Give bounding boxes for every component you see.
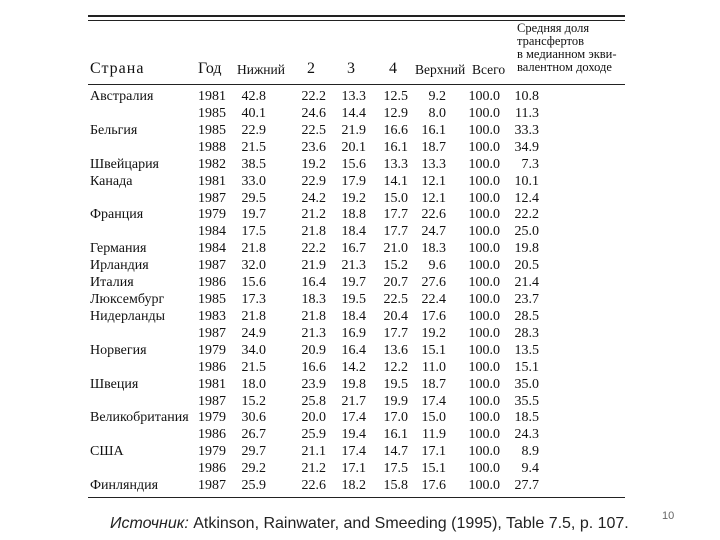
cell-q4: 20.7 [383,275,408,291]
cell-q4: 15.8 [383,478,408,494]
cell-q4: 12.9 [383,105,408,121]
cell-country: Канада [90,173,133,189]
cell-total: 100.0 [468,325,500,341]
cell-upper: 11.9 [422,427,446,443]
cell-q2: 22.2 [301,89,326,104]
cell-total: 100.0 [468,478,500,494]
cell-q2: 21.1 [301,444,326,460]
table-row [0,140,720,157]
cell-upper: 9.2 [428,89,446,104]
cell-year: 1988 [198,139,226,155]
cell-q2: 22.5 [301,122,326,138]
cell-lower: 32.0 [241,258,266,274]
cell-q3: 19.7 [341,275,366,291]
cell-q2: 21.9 [301,258,326,274]
cell-total: 100.0 [468,156,500,172]
cell-year: 1986 [198,359,226,375]
cell-q3: 18.4 [341,224,366,240]
cell-year: 1987 [198,325,226,341]
cell-q4: 16.1 [383,139,408,155]
cell-q4: 17.5 [383,461,408,477]
cell-transfer-share: 28.3 [514,325,539,341]
cell-total: 100.0 [468,89,500,104]
cell-upper: 9.6 [428,258,446,274]
cell-q4: 20.4 [383,308,408,324]
cell-transfer-share: 12.4 [514,190,539,206]
cell-year: 1984 [198,241,226,257]
cell-country: Италия [90,275,134,291]
cell-total: 100.0 [468,207,500,223]
header-year: Год [198,60,222,77]
cell-upper: 15.1 [421,461,446,477]
cell-transfer-share: 10.1 [514,173,539,189]
table-row [0,427,720,444]
cell-upper: 17.4 [421,393,446,409]
cell-lower: 38.5 [241,156,266,172]
cell-lower: 30.6 [241,410,266,426]
cell-upper: 19.2 [421,325,446,341]
cell-q4: 14.1 [383,173,408,189]
cell-total: 100.0 [468,122,500,138]
header-transfer-share-line: Средняя доля [517,21,590,35]
cell-year: 1979 [198,410,226,426]
cell-transfer-share: 8.9 [521,444,539,460]
cell-q3: 17.9 [341,173,366,189]
cell-total: 100.0 [468,139,500,155]
cell-q3: 16.7 [341,241,366,257]
cell-total: 100.0 [468,444,500,460]
cell-year: 1979 [198,207,226,223]
cell-lower: 29.2 [241,461,266,477]
table-row [0,123,720,140]
cell-q2: 24.2 [301,190,326,206]
cell-transfer-share: 18.5 [514,410,539,426]
cell-lower: 25.9 [241,478,266,494]
cell-year: 1987 [198,258,226,274]
cell-q2: 24.6 [301,105,326,121]
cell-upper: 15.0 [421,410,446,426]
header-q3: 3 [347,60,355,77]
cell-q4: 16.6 [383,122,408,138]
cell-country: Нидерланды [90,308,165,324]
table-row [0,275,720,292]
cell-transfer-share: 9.4 [521,461,539,477]
table-row [0,309,720,326]
cell-q2: 22.2 [301,241,326,257]
cell-year: 1983 [198,308,226,324]
header-transfer-share-line: валентном доходе [517,60,612,74]
cell-lower: 42.8 [241,89,266,104]
cell-q3: 21.9 [341,122,366,138]
cell-q2: 18.3 [301,292,326,308]
table-top-rule [88,15,625,17]
cell-total: 100.0 [468,376,500,392]
cell-q4: 16.1 [383,427,408,443]
cell-q3: 15.6 [341,156,366,172]
cell-year: 1986 [198,275,226,291]
cell-q3: 16.4 [341,342,366,358]
cell-transfer-share: 35.0 [514,376,539,392]
cell-upper: 17.6 [421,478,446,494]
table-row [0,292,720,309]
cell-q4: 17.7 [383,207,408,223]
cell-total: 100.0 [468,275,500,291]
cell-lower: 21.8 [241,308,266,324]
cell-total: 100.0 [468,292,500,308]
table-row [0,461,720,478]
cell-q2: 22.6 [301,478,326,494]
cell-transfer-share: 10.8 [514,89,539,104]
cell-year: 1985 [198,292,226,308]
cell-q3: 19.5 [341,292,366,308]
header-lower: Нижний [237,62,285,77]
cell-lower: 34.0 [241,342,266,358]
cell-q3: 17.4 [341,410,366,426]
cell-year: 1987 [198,478,226,494]
header-q2: 2 [307,60,315,77]
table-row [0,343,720,360]
header-country: Страна [90,60,145,77]
cell-q4: 13.6 [383,342,408,358]
table-row [0,106,720,123]
cell-q4: 13.3 [383,156,408,172]
cell-lower: 15.2 [241,393,266,409]
cell-q4: 17.7 [383,224,408,240]
cell-country: Великобритания [90,410,189,426]
cell-q3: 14.2 [341,359,366,375]
cell-upper: 27.6 [421,275,446,291]
cell-q3: 21.3 [341,258,366,274]
cell-transfer-share: 23.7 [514,292,539,308]
cell-lower: 40.1 [241,105,266,121]
cell-q3: 16.9 [341,325,366,341]
cell-transfer-share: 24.3 [514,427,539,443]
cell-q4: 22.5 [383,292,408,308]
cell-year: 1984 [198,224,226,240]
cell-upper: 16.1 [421,122,446,138]
cell-lower: 18.0 [241,376,266,392]
cell-country: Австралия [90,89,154,104]
cell-upper: 11.0 [422,359,446,375]
cell-year: 1981 [198,173,226,189]
cell-transfer-share: 21.4 [514,275,539,291]
cell-year: 1985 [198,105,226,121]
cell-upper: 12.1 [421,190,446,206]
header-upper: Верхний [415,62,466,77]
cell-upper: 17.6 [421,308,446,324]
cell-q2: 25.9 [301,427,326,443]
cell-total: 100.0 [468,258,500,274]
cell-total: 100.0 [468,427,500,443]
cell-q3: 18.2 [341,478,366,494]
cell-lower: 17.3 [241,292,266,308]
cell-q3: 13.3 [341,89,366,104]
header-rule [88,84,625,85]
cell-year: 1987 [198,190,226,206]
table-row [0,191,720,208]
cell-upper: 18.7 [421,376,446,392]
cell-country: Франция [90,207,144,223]
cell-q2: 21.8 [301,308,326,324]
cell-total: 100.0 [468,342,500,358]
cell-q2: 19.2 [301,156,326,172]
cell-year: 1979 [198,444,226,460]
cell-lower: 19.7 [241,207,266,223]
cell-lower: 26.7 [241,427,266,443]
cell-upper: 18.3 [421,241,446,257]
cell-year: 1986 [198,461,226,477]
cell-upper: 18.7 [421,139,446,155]
cell-country: Финляндия [90,478,159,494]
cell-q2: 16.4 [301,275,326,291]
cell-total: 100.0 [468,105,500,121]
cell-lower: 29.5 [241,190,266,206]
cell-country: Люксембург [90,292,165,308]
source-note [110,515,629,533]
cell-upper: 17.1 [421,444,446,460]
header-q4: 4 [389,60,397,77]
cell-country: США [90,444,124,460]
cell-total: 100.0 [468,393,500,409]
cell-q2: 20.9 [301,342,326,358]
cell-year: 1987 [198,393,226,409]
cell-year: 1986 [198,427,226,443]
cell-q2: 23.6 [301,139,326,155]
cell-q3: 18.8 [341,207,366,223]
cell-transfer-share: 20.5 [514,258,539,274]
table-row [0,377,720,394]
cell-q4: 15.0 [383,190,408,206]
cell-q4: 12.5 [383,89,408,104]
cell-total: 100.0 [468,224,500,240]
cell-year: 1981 [198,89,226,104]
table-row [0,157,720,174]
table-row [0,258,720,275]
header-total: Всего [472,62,506,77]
table-row [0,207,720,224]
cell-lower: 15.6 [241,275,266,291]
cell-transfer-share: 33.3 [514,122,539,138]
cell-transfer-share: 7.3 [521,156,539,172]
cell-country: Норвегия [90,342,147,358]
cell-q2: 22.9 [301,173,326,189]
cell-upper: 12.1 [421,173,446,189]
cell-country: Германия [90,241,147,257]
cell-lower: 17.5 [241,224,266,240]
cell-q3: 17.4 [341,444,366,460]
cell-q3: 20.1 [341,139,366,155]
cell-q3: 19.2 [341,190,366,206]
cell-lower: 29.7 [241,444,266,460]
cell-lower: 21.5 [241,359,266,375]
cell-year: 1979 [198,342,226,358]
cell-country: Бельгия [90,122,138,138]
table-row [0,360,720,377]
cell-q2: 16.6 [301,359,326,375]
cell-upper: 22.4 [421,292,446,308]
cell-total: 100.0 [468,190,500,206]
cell-q4: 14.7 [383,444,408,460]
table-row [0,410,720,427]
table-row [0,241,720,258]
page-number: 10 [662,510,675,522]
cell-transfer-share: 35.5 [514,393,539,409]
table-row [0,224,720,241]
cell-q2: 21.8 [301,224,326,240]
cell-country: Швейцария [90,156,159,172]
cell-lower: 21.5 [241,139,266,155]
cell-lower: 33.0 [241,173,266,189]
cell-transfer-share: 34.9 [514,139,539,155]
table-bottom-rule [88,497,625,498]
cell-q3: 19.4 [341,427,366,443]
cell-q3: 21.7 [341,393,366,409]
table-row [0,394,720,411]
header-transfer-share [517,22,627,74]
cell-year: 1985 [198,122,226,138]
header-transfer-share-line: трансфертов [517,34,584,48]
cell-year: 1981 [198,376,226,392]
table-row [0,478,720,495]
cell-q4: 17.7 [383,325,408,341]
cell-q2: 25.8 [301,393,326,409]
cell-q2: 23.9 [301,376,326,392]
cell-total: 100.0 [468,359,500,375]
cell-transfer-share: 11.3 [515,105,539,121]
cell-year: 1982 [198,156,226,172]
cell-total: 100.0 [468,410,500,426]
cell-upper: 22.6 [421,207,446,223]
cell-total: 100.0 [468,461,500,477]
cell-lower: 21.8 [241,241,266,257]
cell-transfer-share: 25.0 [514,224,539,240]
cell-q3: 19.8 [341,376,366,392]
cell-transfer-share: 27.7 [514,478,539,494]
cell-lower: 24.9 [241,325,266,341]
table-row [0,89,720,106]
cell-q3: 17.1 [341,461,366,477]
cell-q4: 19.9 [383,393,408,409]
cell-upper: 24.7 [421,224,446,240]
cell-country: Швеция [90,376,139,392]
cell-q4: 15.2 [383,258,408,274]
cell-transfer-share: 15.1 [514,359,539,375]
cell-lower: 22.9 [241,122,266,138]
source-text: Atkinson, Rainwater, and Smeeding (1995), Table 7.5, p. 107. [188,515,629,532]
cell-transfer-share: 28.5 [514,308,539,324]
cell-transfer-share: 19.8 [514,241,539,257]
cell-q4: 17.0 [383,410,408,426]
cell-total: 100.0 [468,308,500,324]
cell-q2: 21.3 [301,325,326,341]
cell-q2: 21.2 [301,207,326,223]
cell-total: 100.0 [468,173,500,189]
cell-q4: 12.2 [383,359,408,375]
table-row [0,444,720,461]
cell-transfer-share: 13.5 [514,342,539,358]
cell-q3: 18.4 [341,308,366,324]
cell-upper: 8.0 [428,105,446,121]
cell-q2: 21.2 [301,461,326,477]
cell-q4: 19.5 [383,376,408,392]
table-row [0,174,720,191]
cell-q3: 14.4 [341,105,366,121]
table-row [0,326,720,343]
cell-transfer-share: 22.2 [514,207,539,223]
cell-country: Ирландия [90,258,149,274]
header-transfer-share-line: в медианном экви- [517,47,617,61]
cell-q4: 21.0 [383,241,408,257]
source-label: Источник: [110,515,189,532]
cell-upper: 15.1 [421,342,446,358]
cell-q2: 20.0 [301,410,326,426]
cell-total: 100.0 [468,241,500,257]
cell-upper: 13.3 [421,156,446,172]
